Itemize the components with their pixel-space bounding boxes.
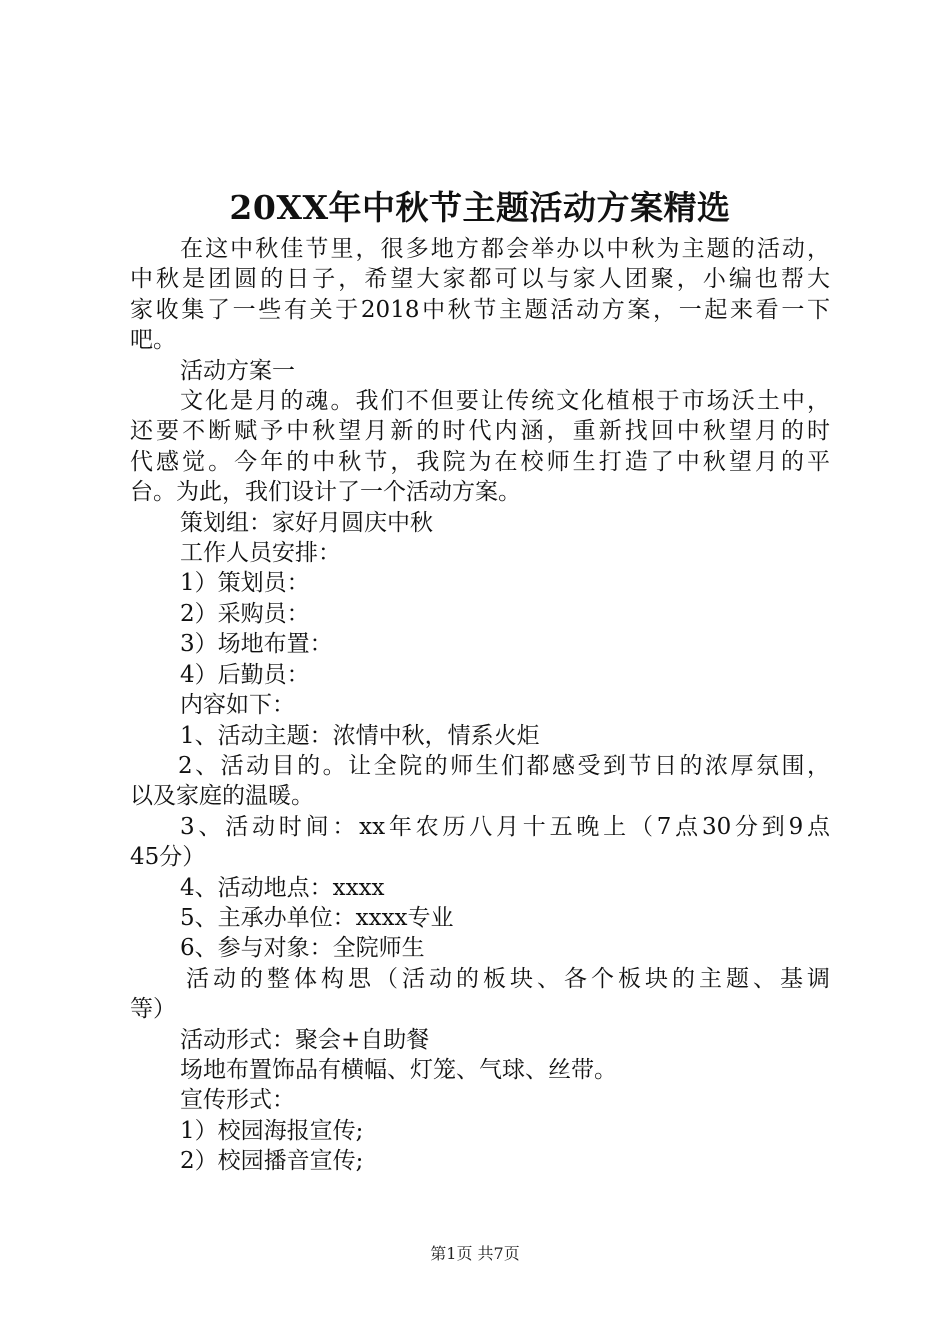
content-heading: 内容如下：	[180, 692, 295, 719]
concept-line-1: 活动的整体构思（活动的板块、各个板块的主题、基调	[186, 965, 830, 992]
item-time-line-2: 45分）	[130, 844, 206, 871]
culture-line-1: 文化是月的魂。我们不但要让传统文化植根于市场沃土中，	[180, 388, 830, 415]
publicity-item: 2）校园播音宣传;	[180, 1148, 364, 1175]
item-place: 4、活动地点：xxxx	[180, 874, 385, 901]
item-theme: 1、活动主题：浓情中秋，情系火炬	[180, 722, 540, 749]
staff-item: 4）后勤员：	[180, 661, 310, 688]
item-organizer: 5、主承办单位：xxxx专业	[180, 904, 454, 931]
item-purpose-line-2: 以及家庭的温暖。	[130, 783, 314, 810]
staff-item: 2）采购员：	[180, 600, 310, 627]
culture-line-2: 还要不断赋予中秋望月新的时代内涵，重新找回中秋望月的时	[130, 418, 830, 445]
document-body	[130, 234, 830, 1177]
item-time-line-1: 3、活动时间：xx年农历八月十五晚上（7点30分到9点	[180, 813, 830, 840]
intro-line-2: 中秋是团圆的日子，希望大家都可以与家人团聚，小编也帮大	[130, 266, 830, 293]
item-purpose-line-1: 2、活动目的。让全院的师生们都感受到节日的浓厚氛围，	[178, 752, 830, 779]
item-audience: 6、参与对象：全院师生	[180, 935, 425, 962]
culture-line-4: 台。为此，我们设计了一个活动方案。	[130, 479, 521, 506]
culture-line-3: 代感觉。今年的中秋节，我院为在校师生打造了中秋望月的平	[130, 448, 830, 475]
intro-line-3: 家收集了一些有关于2018中秋节主题活动方案，一起来看一下	[130, 296, 830, 323]
section-heading: 活动方案一	[180, 357, 295, 384]
venue-decor: 场地布置饰品有横幅、灯笼、气球、丝带。	[180, 1056, 617, 1083]
planning-group: 策划组：家好月圆庆中秋	[180, 509, 433, 536]
intro-line-1: 在这中秋佳节里，很多地方都会举办以中秋为主题的活动，	[180, 236, 830, 262]
activity-form: 活动形式：聚会+自助餐	[180, 1026, 430, 1053]
document-title: 20XX年中秋节主题活动方案精选	[229, 188, 731, 227]
concept-line-2: 等）	[130, 996, 176, 1023]
staff-heading: 工作人员安排：	[180, 540, 341, 567]
publicity-heading: 宣传形式：	[180, 1087, 295, 1114]
intro-line-4: 吧。	[130, 327, 176, 354]
staff-item: 1）策划员：	[180, 570, 310, 597]
publicity-item: 1）校园海报宣传;	[180, 1117, 364, 1144]
staff-item: 3）场地布置：	[180, 631, 333, 658]
page-number-footer: 第1页 共7页	[430, 1244, 520, 1263]
